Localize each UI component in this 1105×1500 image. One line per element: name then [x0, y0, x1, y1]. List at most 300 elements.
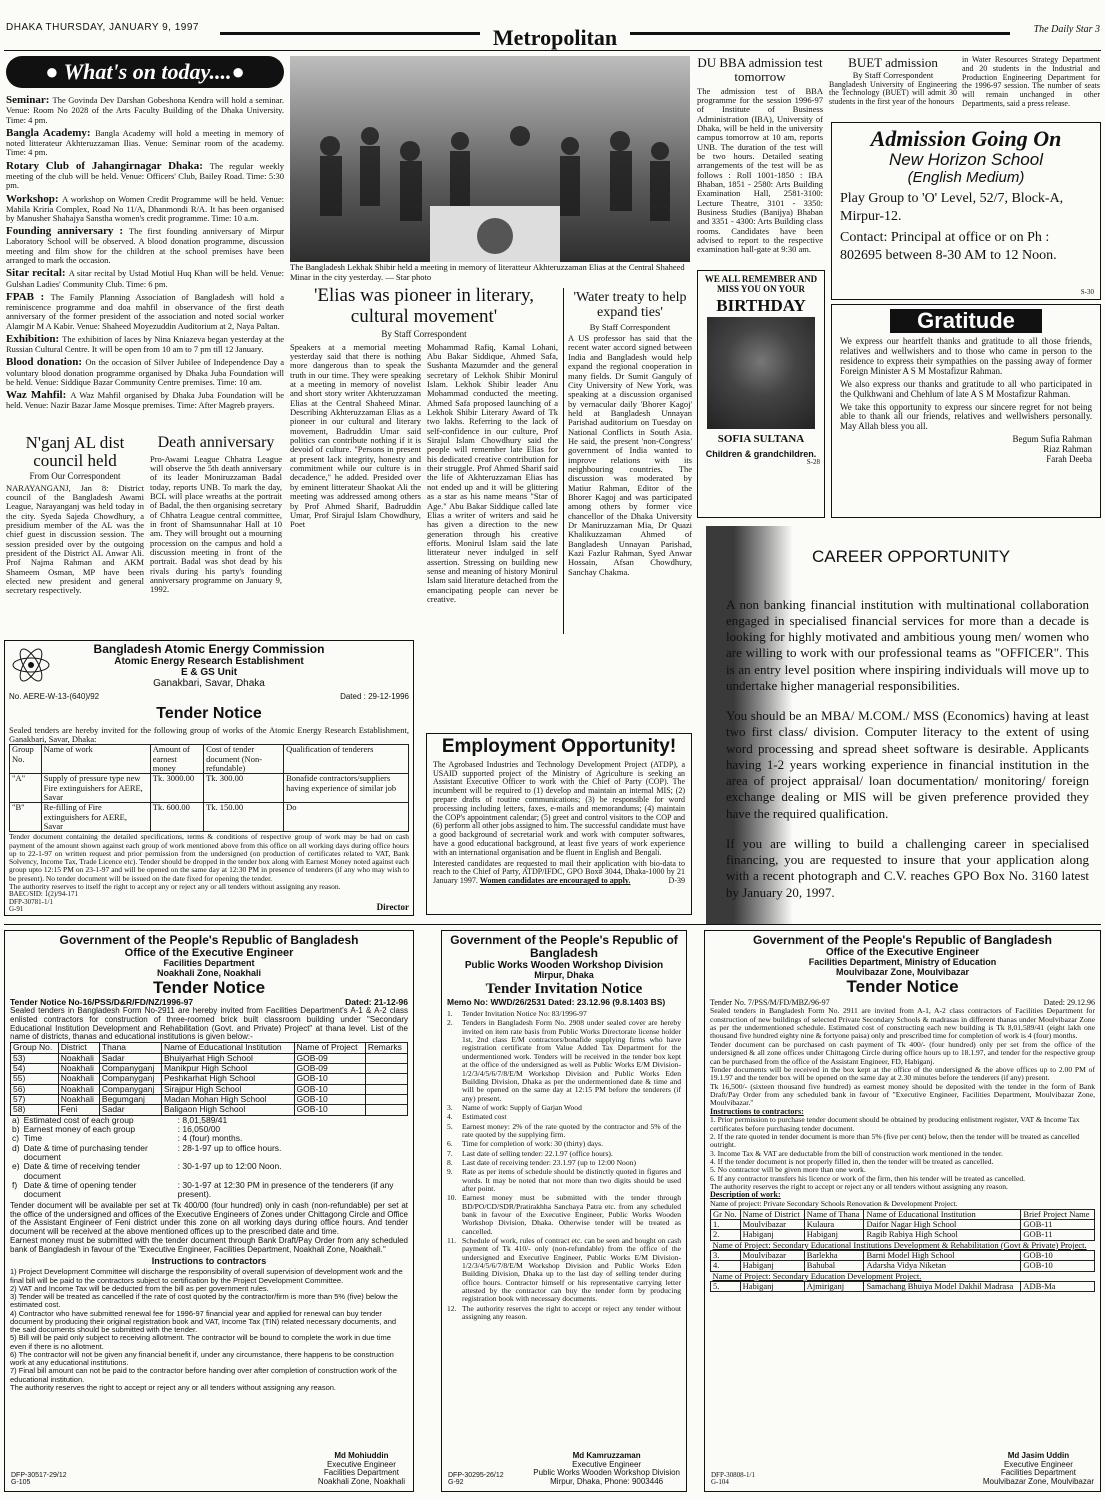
baec-body: Tender document containing the detailed specifications, terms & conditions of respective group of work may be had on cash payment of the amount shown against each group of work mentioned above from this office on all working days during office hours up to 22-1-97 on written request and prior permission from the undersigned (on production of certificates related to VAT, Bank Solvency, Income Tax, Trade Licence etc). Tender should be dropped in the tender box along with Earnest Money noted against each group upto 12:15 PM on 23-1-97 and will be opened on the same day at 12:30 PM in presence of tenderers (if any who may wish to be present). No tender document will be issued on the date fixed for opening the tender.: [9, 832, 409, 883]
noakhali-detail-cell: : 16,050/00: [177, 1124, 221, 1135]
baec-div: E & GS Unit: [180, 667, 238, 679]
noakhali-detail-cell: b): [12, 1124, 20, 1135]
pwd-item-text: The authority reserves the right to accept or reject any tender without assigning any reason.: [462, 1303, 681, 1322]
admission-title: Admission Going On: [870, 126, 1062, 151]
noakhali-instruction: 6) The contractor will not be given any financial benefit if, under any circumstance, there happens to be construction work at any educational institutions.: [10, 1349, 394, 1368]
pwd-signature-line: Public Works Wooden Workshop Division: [533, 1468, 680, 1478]
noakhali-detail-cell: : 30-1-97 at 12:30 PM in presence of the tenderers (if any present).: [177, 1180, 394, 1200]
moulvi-instruction: 5. No contractor will be given more than one work.: [710, 1165, 866, 1175]
pwd-item: [447, 1159, 681, 1167]
gratitude-signatures: [840, 435, 1092, 465]
noakhali-table-cell: 56): [11, 1084, 59, 1094]
pwd-items: [447, 1010, 681, 1321]
moulvi-p2: Tender document can be purchased on cash payment of Tk 400/- (four hundred) only per set from the office of the undersigned & all zone offices under Chittagong Circle during office hours up to 18.1.97, and tender for the respective group can be purchased from the office of the Assistant Engineer, FD, Habiganj.: [710, 1039, 1095, 1066]
noakhali-detail-cell: f): [12, 1180, 18, 1191]
noakhali-table-cell: 55): [11, 1074, 59, 1084]
birthday-portrait: [707, 317, 815, 429]
employment-body: The Agrobased Industries and Technology Development Project (ATDP), a USAID supported project of the Ministry of Agriculture is seeking an Assistant Executive Officer to work with the Chief of Party (COP). The incumbent will be required to (1) develop and maintain an internal MIS; (2) prepare drafts of routine communications; (3) be responsible for word processing including letters, faxes, e-mails and memorandums; (4) maintain the COP's appointment calendar; (5) greet and control visitors to the COP and (6) perform all other jobs assigned to him. The successful candidate must have a good background of secretarial work and work with computer softwares, have a good educational background, at least five years of work experience with an international organisation and be fluent in English and Bengali.: [433, 759, 685, 857]
pwd-item-num: 6.: [447, 1139, 453, 1149]
whats-on-item: [6, 225, 284, 265]
noakhali-table-cell: GOB-10: [294, 1095, 365, 1105]
moulvi-signature-line: Executive Engineer: [1003, 1459, 1073, 1469]
pwd-gov: Government of the People's Republic of Bangladesh: [450, 933, 678, 961]
admission-medium: (English Medium): [907, 168, 1025, 186]
death-article: [150, 434, 282, 634]
whats-on-item: [6, 160, 284, 191]
noakhali-instruction: 7) Final bill amount can not be paid to the contractor before handing over after completion of construction work of the educational institution.: [10, 1366, 397, 1384]
moulvi-project-name: Name of Project: Secondary Education Development Project.: [712, 1270, 922, 1281]
masthead-rule-left: [220, 32, 480, 35]
elias-headline: 'Elias was pioneer in literary, cultural movement': [313, 286, 535, 327]
baec-table-cell: Do: [284, 803, 409, 832]
moulvi-p3: Tender documents will be received in the box kept at the office of the undersigned & the above offices up to 2.00 PM of 19.1.97 and the tender box will be opened on the same day at 2.30 minutes before the tenderers (if any) present.: [710, 1064, 1095, 1083]
buet-headline: BUET admission: [848, 56, 938, 70]
moulvi-signature-line: Facilities Department: [1000, 1468, 1076, 1478]
atom-logo-icon: [11, 645, 51, 685]
pwd-item: [447, 1113, 681, 1121]
whats-on-title: ● What's on today....●: [6, 56, 284, 88]
noakhali-table-header-cell: Thana: [99, 1043, 161, 1053]
noakhali-dept: Facilities Department: [163, 958, 255, 969]
noakhali-office: Office of the Executive Engineer: [124, 947, 294, 960]
whats-on-item-body: The Family Planning Association of Bangladesh will hold a reminiscence programme and doa mahfil in observance of the first death anniversary of the former president of the association and noted social worker Alamgir M A Kabir. Venue: Shaheed Moyezuddin Auditorium at 2, Naya Paltan.: [6, 291, 284, 331]
moulvi-ref: G-104: [711, 1478, 729, 1487]
noakhali-table-cell: Madan Mohan High School: [162, 1095, 295, 1105]
death-body: Pro-Awami League Chhatra League will observe the 5th death anniversary of its leader Moniruzzaman Badal today, reports UNB. To mark the day, BCL will place wreaths at the portrait of Badal, the then organising secretary of Chhatra League central committee, in front of Shamsunnahar Hall at 10 am. They will brought out a mourning procession on the campus and hold a discussion meeting in front of the portrait. Badal was shot dead by his rivals during his party's founding anniversary programme on January 9, 1992.: [150, 453, 282, 595]
moulvi-table-row: [711, 1219, 1095, 1229]
noakhali-table-cell: [365, 1095, 407, 1105]
moulvi-table-row: [711, 1230, 1095, 1240]
noakhali-detail-cell: Estimated cost of each group: [23, 1114, 134, 1125]
noakhali-table-cell: Baligaon High School: [162, 1105, 295, 1115]
pwd-item-text: Estimated cost: [462, 1112, 507, 1122]
noakhali-table-header-cell: District: [58, 1043, 99, 1053]
employment-body2: [433, 860, 685, 886]
water-headline: 'Water treaty to help expand ties': [573, 290, 687, 321]
moulvi-instruction: 3. Income Tax & VAT are deductable from the bill of construction work mentioned in the tender.: [710, 1148, 1003, 1158]
noakhali-table: [10, 1042, 408, 1115]
noakhali-detail-cell: Date & time of purchasing tender document: [23, 1142, 148, 1163]
dubba-headline: DU BBA admission test tomorrow: [697, 56, 823, 85]
moulvi-table-cell: GOB-10: [1021, 1250, 1095, 1260]
baec-table-row: [10, 803, 409, 832]
pwd-item-num: 12.: [447, 1303, 457, 1313]
pwd-item-num: 8.: [447, 1157, 453, 1167]
moulvi-tender: [704, 930, 1101, 1492]
pwd-item-text: Tenders in Bangladesh Form No. 2908 under sealed cover are hereby invited on item rate basis from Public Works Directorate license holder 1st, 2nd class E/M contractors/bonafide supplying firms who have registration certificate from Value Added Tax Department for the undermentioned work. Tenders will be received in the tender box kept at the office of the undersigned as well as Public Works E/M Division-1/2/3/4/5/6/7/8/E/M Workshop Division and Public Works Eden Building Division, Dhaka as per the undermentioned date & time and will be opened on the same day at 12:15 PM before the tenderers (if any) present.: [462, 1018, 681, 1103]
noakhali-table-cell: Manikpur High School: [162, 1063, 295, 1073]
pwd-item-text: Rate as per items of schedule should be distinctly quoted in figures and words. It may be noted that not more than two digits should be used after point.: [462, 1167, 681, 1193]
gratitude-p2: We also express our thanks and gratitude to all who participated in the Qulkhwani and Chehlum of late A S M Mostafizur Rahman.: [840, 378, 1092, 399]
moulvi-table-header-cell: Name of District: [740, 1209, 804, 1219]
baec-ref: G-91: [9, 905, 24, 914]
noakhali-table-cell: Noakhali: [58, 1074, 99, 1084]
gratitude-signature-line: Riaz Rahman: [1043, 444, 1092, 455]
noakhali-ref: DFP-30517-29/12: [11, 1471, 67, 1479]
pwd-item-num: 9.: [447, 1167, 453, 1177]
moulvi-p4: Tk 16,500/- (sixteen thousand five hundred) as earnest money should be deposited with the tender in the form of Bank Draft/Pay Order from any scheduled bank in favour of "Executive Engineer, Facilities Department, Moulvibazar Zone, Moulvibazar.": [710, 1081, 1095, 1108]
whats-on-item-head: Blood donation:: [6, 356, 86, 369]
gratitude-signature-line: Begum Sufia Rahman: [1012, 434, 1092, 445]
noakhali-table-cell: GOB-09: [294, 1063, 365, 1073]
moulvi-title: Tender Notice: [846, 976, 959, 996]
pwd-addr: Mirpur, Dhaka: [534, 970, 594, 981]
whats-on-item-head: Sitar recital:: [6, 267, 69, 280]
noakhali-detail-cell: Date & time of opening tender document: [23, 1180, 137, 1200]
water-article: [568, 290, 692, 634]
pwd-item-text: Time for completion of work: 30 (thirty) days.: [462, 1139, 604, 1149]
whats-on-item-body: Bangla Academy will hold a meeting in memory of noted litterateur Akhteruzzaman Ilias. Venue: Seminar room of the academy. Time: 4 pm.: [6, 127, 284, 158]
pwd-title: Tender Invitation Notice: [485, 981, 643, 998]
elias-byline: By Staff Correspondent: [381, 328, 467, 339]
moulvi-table-cell: Barni Model High School: [864, 1250, 1021, 1260]
gratitude-title: Gratitude: [890, 309, 1042, 333]
noakhali-table-cell: Feni: [58, 1105, 99, 1115]
moulvi-table-cell: 1.: [711, 1219, 741, 1229]
pwd-item: [447, 1104, 681, 1112]
noakhali-table-cell: GOB-10: [294, 1074, 365, 1084]
noakhali-detail-cell: Earnest money of each group: [23, 1124, 136, 1135]
pwd-item-num: 4.: [447, 1112, 453, 1122]
pwd-item-text: Last date of receiving tender: 23.1.97 (up to 12:00 Noon): [462, 1157, 636, 1167]
dateline: DHAKA THURSDAY, JANUARY 9, 1997: [6, 22, 199, 33]
death-headline: Death anniversary: [157, 434, 275, 451]
noakhali-table-cell: Companyganj: [99, 1074, 161, 1084]
noakhali-detail-cell: Date & time of receiving tender document: [23, 1161, 141, 1181]
pwd-item-num: 5.: [447, 1121, 453, 1131]
noakhali-auth: The authority reserves the right to accept or reject any or all tenders without assigning any reason.: [10, 1382, 337, 1392]
noakhali-dated: Dated: 21-12-96: [345, 996, 408, 1007]
moulvi-table-header-cell: Brief Project Name: [1021, 1209, 1095, 1219]
moulvi-table-row: [711, 1250, 1095, 1260]
baec-table: [9, 744, 409, 832]
whats-on-item-head: Founding anniversary :: [6, 225, 129, 238]
admission-line2: Contact: Principal at office or on Ph : 802695 between 8-30 AM to 12 Noon.: [840, 230, 1057, 263]
nganj-byline: From Our Correspondent: [29, 470, 121, 481]
pwd-item-num: 3.: [447, 1102, 453, 1112]
whats-on-item-body: A workshop on Women Credit Programme will be held. Venue: Mahila Kriria Complex, Road No 11/A, Dhanmondi R/A. It has been organised by Manusher Shahajya Sanstha women's credit programme. Time: 10 a.m.: [6, 193, 284, 223]
noakhali-table-cell: Noakhali: [58, 1063, 99, 1073]
moulvi-project-name: Name of Project: Secondary Educational Institutions Development & Rehabilitation (Govt & Private) Project.: [712, 1239, 1087, 1250]
pwd-item-text: Earnest money: 2% of the rate quoted by the contractor and 5% of the rate quoted by the supplying firm.: [462, 1121, 681, 1139]
noakhali-table-cell: Peshkarhat High School: [162, 1074, 295, 1084]
baec-table-cell: Tk. 300.00: [204, 774, 284, 803]
buet-body-continued: in Water Resources Strategy Department and 20 students in the Industrial and Production Engineering Department for the 1996-97 session. The number of seats will remain unchanged in other Departments, said a press release.: [962, 56, 1100, 108]
moulvi-table-cell: Moulvibazar: [740, 1250, 804, 1260]
baec-tender: [4, 640, 414, 916]
gratitude-signature-line: Farah Deeba: [1046, 453, 1092, 464]
noakhali-detail-cell: a): [12, 1114, 20, 1125]
moulvi-p1: Sealed tenders in Bangladesh Form No. 2911 are invited from A-1, A-2 class contractors of Facilities Department for construction of new buildings of selected Private Secondary Schools & madrasas in different thanas under Moulvibazar Zone as per the undermentioned schedule. Estimated cost of constructing each new building is Tk 8,01,589/41 (eight lakh one thousand five hundred eighty nine & fortyone paisa) only and prescribed time for completion of work is 4 (four) months.: [710, 1006, 1095, 1041]
noakhali-detail-cell: : 4 (four) months.: [177, 1133, 243, 1144]
pwd-item-text: Tender Invitation Notice No: 83/1996-97: [462, 1009, 587, 1019]
pwd-item: [447, 1019, 681, 1102]
pwd-item-num: 7.: [447, 1148, 453, 1158]
employment-ad: [426, 733, 692, 915]
baec-intro: Sealed tenders are hereby invited for the following group of works of the Atomic Energy Research Establishment, Ganakbari, Savar, Dhaka:: [9, 724, 409, 744]
moulvi-instruction: 2. If the rate quoted in tender document is more than 5% (five per cent) below, then the tender will be treated as cancelled outright.: [710, 1132, 1080, 1150]
career-p2: You should be an MBA/ M.COM./ MSS (Economics) having at least two first class/ division. Computer literacy to the extent of using word processing and spread sheet software is desirable. Applicants having 1-2 years working experience in financial institution in the area of project appraisal/ loan documentation/ monitoring/ foreign exchange dealing or MIS will be given preference provided they have the required qualification.: [726, 708, 1089, 821]
noakhali-table-cell: Bhuiyarhat High School: [162, 1053, 295, 1063]
noakhali-table-cell: Noakhali: [58, 1084, 99, 1094]
baec-table-cell: Tk. 3000.00: [150, 774, 203, 803]
noakhali-body2: Earnest money must be submitted with the tender document through Bank Draft/Pay Order from any scheduled bank of Bangladesh in favour of the "Executive Engineer, Facilities Department, Noakhali Zone, Noakhali.": [10, 1235, 408, 1254]
whats-on-item: [6, 127, 284, 158]
moulvi-table-cell: Kulaura: [804, 1219, 864, 1229]
moulvi-table-header-row: [711, 1209, 1095, 1219]
whats-on-item-head: Exhibition:: [6, 333, 63, 345]
noakhali-table-row: [11, 1063, 408, 1073]
moulvi-table-cell: Samachang Bhuiya Model Dakhil Madrasa: [864, 1282, 1021, 1292]
pwd-item: [447, 1305, 681, 1322]
whats-on-item-body: The exhibition of laces by Nina Kniazeva began yesterday at the Russian Cultural Centre. It will be open from 10 am to 7 pm till 12 January.: [6, 334, 284, 355]
noakhali-table-cell: GOB-09: [294, 1053, 365, 1063]
crowd-photo-graphic: [290, 56, 690, 262]
noakhali-instruction: 5) Bill will be paid only subject to receiving allotment. The contractor will be bound to complete the work in due time even if there is no allotment.: [10, 1333, 391, 1351]
noakhali-detail-cell: Time: [23, 1133, 43, 1144]
moulvi-table-header-cell: Gr No.: [711, 1209, 741, 1219]
baec-table-cell: Re-filling of Fire extinguishers for AERE, Savar: [41, 803, 150, 832]
noakhali-table-cell: GOB-10: [294, 1084, 365, 1094]
noakhali-table-cell: Companyganj: [99, 1063, 161, 1073]
career-p1: A non banking financial institution with multinational collaboration engaged in specialised financial services for more than a decade is looking for highly motivated and ambitious young men/ women who are willing to work with our professional teams as "OFFICER". This is an entry level position where inspiring individuals will move up to undertake higher managerial responsibilities.: [726, 596, 1089, 693]
noakhali-signature-line: Noakhali Zone, Noakhali: [317, 1477, 405, 1487]
pwd-signature-line: Executive Engineer: [572, 1459, 642, 1469]
moulvi-ref: DFP-30808-1/1: [711, 1470, 755, 1479]
noakhali-table-cell: 57): [11, 1095, 59, 1105]
baec-table-header-cell: Cost of tender document (Non-refundable): [204, 745, 284, 774]
birthday-name: SOFIA SULTANA: [717, 433, 805, 446]
gratitude-p1: We express our heartfelt thanks and gratitude to all those friends, relatives and wellwishers and to those who came in person to the residence to express their sympathies on the passing away of former Foreign Minister A S M Mostafizur Rahman.: [840, 336, 1092, 376]
moulvi-table-cell: Daifor Nagar High School: [864, 1219, 1021, 1229]
noakhali-table-row: [11, 1084, 408, 1094]
pwd-item: [447, 1237, 681, 1304]
baec-table-cell: Tk. 600.00: [150, 803, 203, 832]
baec-body2: The authority reserves to itself the right to accept any or reject any or all tenders without assigning any reason.: [9, 881, 341, 891]
noakhali-detail-cell: d): [12, 1142, 20, 1153]
top-rule: [4, 50, 1101, 51]
section-title: Metropolitan: [492, 26, 618, 50]
baec-table-header-row: [10, 745, 409, 774]
col-rule: [563, 288, 564, 634]
noakhali-detail-cell: : 28-1-97 up to office hours.: [177, 1142, 282, 1153]
noakhali-instruction: 2) VAT and Income Tax will be deducted from the bill as per government rules.: [10, 1283, 269, 1293]
whats-on-item-head: Waz Mahfil:: [6, 389, 71, 402]
baec-org: Bangladesh Atomic Energy Commission: [93, 642, 325, 656]
baec-table-row: [10, 774, 409, 803]
moulvi-table-row: [711, 1282, 1095, 1292]
noakhali-intro: Sealed tenders in Bangladesh Form No-2911 are hereby invited from Facilities Department's A-1 & A-2 class enlisted contractors for construction of three-roomed brick built classroom building under "Secondary Educational Institution Development and Rehabilitation (Govt. and Private) Project" at thana level. List of the name of districts, thanas and educational institutions is given below:-: [10, 1006, 408, 1042]
pwd-item-num: 10.: [447, 1193, 457, 1203]
employment-title: Employment Opportunity!: [441, 736, 677, 757]
noakhali-table-header-row: [11, 1043, 408, 1053]
moulvi-table-row: [711, 1261, 1095, 1271]
noakhali-detail-cell: e): [12, 1161, 20, 1172]
birthday-big: BIRTHDAY: [716, 295, 806, 315]
pwd-item: [447, 1168, 681, 1193]
elias-article: [290, 286, 558, 636]
whats-on-item: [6, 356, 284, 387]
dubba-body: The admission test of BBA programme for the session 1996-97 of Institute of Business Administration (IBA), University of Dhaka, will be held in the university campus tomorrow at 10 am, reports UNB. The duration of the test will be two hours. Detailed seating arrangements of the test will be as follows : Roll 1001-1850 : IBA Bhaban, 1851 - 2580: Arts Building Examination Hall, 2581-3100: Lecture Theatre, 3101 - 3350: Business Studies (Banijya) Bhaban and 3351 - 4300: Arts Building class rooms. Candidates have been advised to report to the respective examination hall-gate at 9:30 am.: [697, 85, 823, 255]
birthday-top: WE ALL REMEMBER AND MISS YOU ON YOUR: [704, 274, 818, 294]
noakhali-detail-cell: : 8,01,589/41: [177, 1114, 228, 1125]
noakhali-table-cell: Noakhali: [58, 1095, 99, 1105]
baec-table-cell: Bonafide contractors/suppliers having experience of similar job: [284, 774, 409, 803]
noakhali-table-cell: 54): [11, 1063, 59, 1073]
noakhali-table-header-cell: Name of Project: [294, 1043, 365, 1053]
moulvi-table-cell: ADB-Ma: [1021, 1282, 1095, 1292]
noakhali-detail-row: [10, 1162, 408, 1181]
moulvi-table-cell: 2.: [711, 1230, 741, 1240]
moulvi-signature: [983, 1452, 1094, 1487]
nganj-article: [6, 434, 144, 634]
pwd-item-num: 1.: [447, 1009, 453, 1019]
paper-name: The Daily Star 3: [1033, 24, 1100, 35]
noakhali-body: Tender document will be available per set at Tk 400/00 (four hundred) only in cash (non-refundable) per set at the office of the undersigned and offices of the Executive Engineers of Zones under Chittagong Circle and Office of the Assistant Engineer of Feni district under this zone on all working days during office hours. And tender document will be received at the above mentioned offices up to the prescribed date and time.: [10, 1200, 408, 1237]
noakhali-table-header-cell: Remarks: [365, 1043, 407, 1053]
noakhali-details: [10, 1116, 408, 1200]
moulvi-dated: Dated: 29.12.96: [1043, 997, 1095, 1007]
moulvi-table-cell: Habiganj: [740, 1261, 804, 1271]
noakhali-table-cell: Noakhali: [58, 1053, 99, 1063]
pwd-refs: [448, 1472, 504, 1487]
noakhali-table-header-cell: Group No.: [11, 1043, 59, 1053]
moulvi-table-cell: GOB-10: [1021, 1261, 1095, 1271]
noakhali-table-cell: [365, 1063, 407, 1073]
whats-on-item-head: Rotary Club of Jahangirnagar Dhaka:: [6, 159, 210, 172]
moulvi-project-row: [711, 1271, 1095, 1281]
moulvi-table-header-cell: Name of Educational Institution: [864, 1209, 1021, 1219]
noakhali-tender: [4, 930, 414, 1492]
noakhali-ref: G-105: [11, 1479, 31, 1487]
noakhali-signature-line: Md Mohiuddin: [334, 1450, 389, 1460]
admission-line1: Play Group to 'O' Level, 52/7, Block-A, Mirpur-12.: [840, 191, 1064, 224]
noakhali-signature-line: Executive Engineer: [326, 1459, 396, 1469]
pwd-item: [447, 1123, 681, 1140]
noakhali-table-cell: 58): [11, 1105, 59, 1115]
whats-on-item-body: The first founding anniversary of Mirpur Laboratory School will be observed. A blood donation programme, discussion meeting and film show for the children at the school premises have been arranged to mark the occasion.: [6, 226, 284, 266]
moulvi-table: [710, 1209, 1095, 1293]
baec-memo: No. AERE-W-13-(640)/92: [9, 692, 100, 702]
noakhali-detail-cell: : 30-1-97 up to 12:00 Noon.: [177, 1161, 282, 1172]
whats-on-item-body: A Waz Mahfil organised by Dhaka Juba Foundation will be held. Venue: Nazir Bazar Jame Mosque premises. Time: After Magreb prayers.: [6, 390, 284, 411]
moulvi-table-cell: Habiganj: [740, 1230, 804, 1240]
admission-ad: [831, 122, 1101, 300]
noakhali-table-cell: [365, 1074, 407, 1084]
whats-on-item: [6, 193, 284, 224]
pwd-item-text: Earnest money must be submitted with the tender through BD/PO/CD/SDR/Pratirakhha Sanchaya Patra etc. from any scheduled bank in favour of the Executive Engineer, Public Works Wooden Workshop Division, Dhaka. Otherwise tender will be treated as cancelled.: [462, 1193, 681, 1236]
career-p3: If you are willing to build a challenging career in specialised financing, you are requested to insure that your application along with a recent photograph and C.V. reaches GPO Box No. 3160 latest by January 20, 1997.: [726, 835, 1089, 900]
moulvi-project-row: [711, 1240, 1095, 1250]
whats-on-item: [6, 333, 284, 354]
noakhali-table-cell: Sirajpur High School: [162, 1084, 295, 1094]
noakhali-table-row: [11, 1074, 408, 1084]
whats-on-item: [6, 94, 284, 125]
gratitude-p3: We take this opportunity to express our sincere regret for not being able to thank all our friends, relatives and wellwishers personally. May Allah bless you all.: [840, 401, 1092, 432]
moulvi-table-cell: 4.: [711, 1261, 741, 1271]
employment-contact: Interested candidates are requested to mail their application with bio-data to reach to the Chief of Party, ATDP/IFDC, GPO Box# 3044, Dhaka-1000 by 21 January 1997.: [433, 858, 685, 886]
gratitude-ad: [831, 304, 1101, 518]
baec-table-cell: "A": [10, 774, 42, 803]
whats-on-item-head: Workshop:: [6, 192, 63, 205]
nganj-headline: N'ganj AL dist council held: [25, 434, 125, 470]
moulvi-signature-line: Md Jasim Uddin: [1007, 1450, 1070, 1460]
whats-on-item: [6, 267, 284, 288]
moulvi-instr-title: Instructions to contractors:: [710, 1106, 804, 1116]
moulvi-table-header-cell: Name of Thana: [804, 1209, 864, 1219]
pwd-memo: Memo No: WWD/26/2531 Dated: 23.12.96 (9.8.1403 BS): [447, 996, 666, 1007]
whats-on-list: [6, 94, 284, 410]
baec-sig: Director: [376, 902, 409, 913]
buet-body: Bangladesh University of Engineering the Technology (BUET) will admit 30 students in the first year of the honours: [829, 79, 957, 107]
noakhali-instruction: 1) Project Development Committee will discharge the responsibility of overall supervision of development work and the final bill will be paid to the contractors subject to certification by the Project Development Committee.: [10, 1267, 403, 1285]
whats-on-item-body: On the occasion of Silver Jubilee of Independence Day a voluntary blood donation programme organised by Dhaka Juba Foundation will be held. Venue: Siddique Bazar Community Centre premises. Time: 10 am.: [6, 357, 284, 387]
noakhali-table-cell: Sadar: [99, 1053, 161, 1063]
noakhali-detail-cell: c): [12, 1133, 20, 1144]
birthday-from: Children & grandchildren.: [705, 448, 817, 459]
moulvi-table-cell: 3.: [711, 1250, 741, 1260]
nganj-body: NARAYANGANJ, Jan 8: District council of the Bangladesh Awami League, Narayanganj was held today in the city. Syeda Sajeda Chowdhury, a presidium member of the AL was the chief guest in discussion session. The session presided over by the outgoing president of the District AL Anwar Ali. Prof Najma Rahman and AKM Shameem Osman, MP have been elected new president and general secretary respectively.: [6, 482, 144, 596]
pwd-item-text: Name of work: Supply of Garjan Wood: [462, 1102, 582, 1112]
birthday-code: S-28: [806, 458, 820, 467]
baec-title: Tender Notice: [156, 704, 262, 722]
moulvi-gov: Government of the People's Republic of Bangladesh: [753, 933, 1052, 947]
buet-byline: By Staff Correspondent: [852, 70, 934, 81]
pwd-tender: [441, 930, 687, 1492]
moulvi-table-cell: Bahubal: [804, 1261, 864, 1271]
pwd-item: [447, 1194, 681, 1236]
baec-refs: [9, 891, 409, 914]
elias-col1: Speakers at a memorial meeting yesterday said that there is nothing more dangerous than to speak the truth in our time. They were speaking at a meeting in memory of novelist and short story writer Akhteruzzaman Elias at the Central Shaheed Minar. Describing Akhteruzzaman Elias as a pioneer in our cultural and literary movement, Badruddin Umar said politics can contribute nothing if it is devoid of culture. "Persons in present at present lack integrity, honesty and commitment while our culture is in decadence," he added. Presided over by eminent litterateur Shaokat Ali the meeting was addressed among others by Prof Ahmed Sharif, Badruddin Umar, Prof Sirajul Islam Chowdhury, Poet: [290, 341, 421, 530]
noakhali-instructions: [10, 1268, 408, 1384]
noakhali-table-row: [11, 1105, 408, 1115]
admission-school: New Horizon School: [888, 150, 1043, 170]
pwd-item-num: 11.: [447, 1236, 457, 1246]
noakhali-gov: Government of the People's Republic of Bangladesh: [59, 933, 359, 947]
moulvi-table-cell: 5.: [711, 1282, 741, 1292]
moulvi-table-cell: Barlekha: [804, 1250, 864, 1260]
moulvi-desc-title: Description of work:: [710, 1190, 781, 1200]
noakhali-table-cell: [365, 1053, 407, 1063]
whats-on-item-head: Seminar:: [6, 94, 53, 107]
pwd-ref: DFP-30295-26/12: [448, 1471, 504, 1479]
dubba-article: [697, 56, 823, 268]
whats-on-item-head: FPAB :: [6, 290, 51, 303]
noakhali-detail-row: [10, 1181, 408, 1200]
moulvi-auth: The authority reserves the right to accept or reject any or all tenders without assigning any reason.: [710, 1182, 1008, 1192]
pwd-item-num: 2.: [447, 1018, 453, 1028]
noakhali-table-row: [11, 1095, 408, 1105]
noakhali-table-cell: 53): [11, 1053, 59, 1063]
mid-rule: [4, 924, 1101, 925]
moulvi-table-cell: Ragib Rabiya High School: [864, 1230, 1021, 1240]
photo-caption: The Bangladesh Lekhak Shibir held a meeting in memory of literatteur Akhteruzzaman Elias at the Central Shaheed Minar in the city yesterday. — Star photo: [290, 263, 685, 282]
moulvi-table-cell: GOB-11: [1021, 1219, 1095, 1229]
moulvi-refs: [711, 1472, 755, 1487]
baec-inst: Atomic Energy Research Establishment: [114, 656, 304, 668]
noakhali-zone: Noakhali Zone, Noakhali: [156, 968, 262, 979]
whats-on-item-body: A sitar recital by Ustad Motiul Huq Khan will be held. Venue: Gulshan Ladies' Community Club. Time: 6 pm.: [6, 268, 284, 289]
masthead-rule-right: [630, 32, 1010, 35]
baec-table-cell: "B": [10, 803, 42, 832]
whats-on-item-body: The Govinda Dev Darshan Gobeshona Kendra will hold a seminar. Venue: Room No 2028 of the Arts Faculty Building of the Dhaka University. Time: 4 pm.: [6, 95, 284, 125]
pwd-item: [447, 1150, 681, 1158]
noakhali-table-cell: Companyganj: [99, 1084, 161, 1094]
noakhali-table-row: [11, 1053, 408, 1063]
noakhali-signature: [318, 1452, 405, 1487]
buet-article: [829, 56, 957, 120]
baec-table-header-cell: Group No.: [10, 745, 42, 774]
